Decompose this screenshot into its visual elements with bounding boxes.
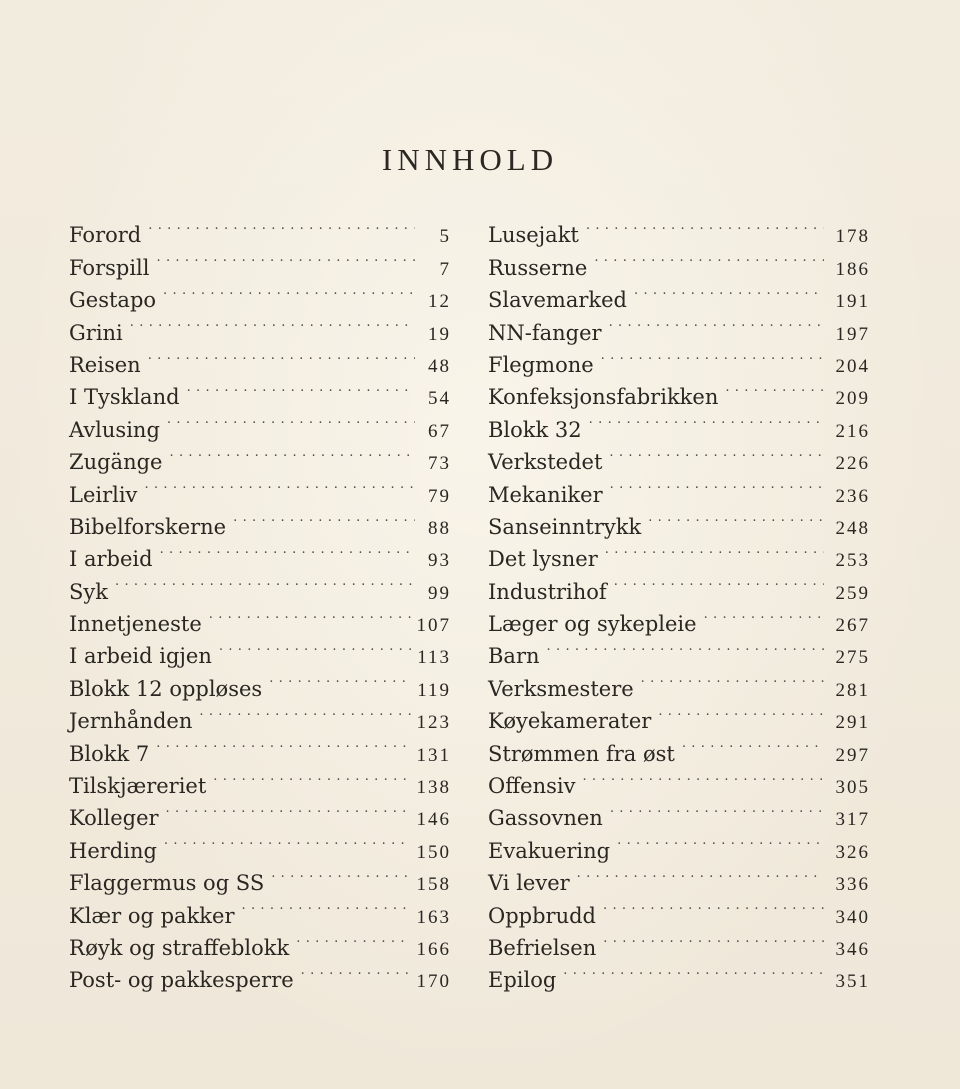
chapter-title: Syk [69,579,108,604]
page-number: 12 [428,291,451,313]
page-number: 346 [835,938,870,960]
chapter-title: Køyekamerater [488,709,652,734]
page-number: 73 [428,453,451,475]
dot-leader [271,858,410,890]
dot-leader [148,340,415,372]
page-number: 236 [835,485,870,507]
page-number: 209 [835,388,870,410]
page-number: 67 [428,420,451,442]
toc-entry [69,566,451,604]
chapter-title: Blokk 7 [69,741,150,766]
page-number: 340 [835,906,870,928]
dot-leader [589,404,824,436]
dot-leader [187,372,415,404]
chapter-title: Klær og pakker [69,903,235,928]
chapter-title: I arbeid igjen [69,644,212,669]
dot-leader [682,728,824,760]
dot-leader [610,469,824,501]
dot-leader [166,793,411,825]
dot-leader [582,761,824,793]
dot-leader [242,890,411,922]
toc-entry [69,599,451,637]
chapter-title: Evakuering [488,838,611,863]
dot-leader [634,275,824,307]
toc-right-column [488,210,870,993]
page-number: 113 [417,647,451,669]
page-number: 7 [439,258,451,280]
chapter-title: Kolleger [69,806,159,831]
page-number: 163 [416,906,451,928]
page-number: 107 [416,615,451,637]
dot-leader [601,340,824,372]
page-number: 275 [835,647,870,669]
chapter-title: Gassovnen [488,806,603,831]
chapter-title: Flegmone [488,352,594,377]
page-number: 88 [428,517,451,539]
dot-leader [725,372,824,404]
dot-leader [586,210,824,242]
toc-entry [488,210,870,248]
page-number: 186 [835,258,870,280]
dot-leader [609,437,824,469]
page-number: 170 [416,971,451,993]
page-number: 79 [428,485,451,507]
page-number: 197 [835,323,870,345]
dot-leader [704,599,824,631]
chapter-title: Forspill [69,255,150,280]
page-number: 259 [835,582,870,604]
dot-leader [199,696,410,728]
page-number: 19 [428,323,451,345]
dot-leader [209,599,411,631]
toc-entry [69,210,451,248]
chapter-title: Tilskjæreriet [69,774,207,799]
dot-leader [603,890,824,922]
page-number: 297 [835,744,870,766]
chapter-title: Læger og sykepleie [488,612,697,637]
dot-leader [115,566,415,598]
dot-leader [233,502,415,534]
chapter-title: Oppbrudd [488,903,596,928]
dot-leader [169,437,415,469]
chapter-title: Avlusing [69,417,160,442]
toc-entry [488,663,870,701]
chapter-title: Herding [69,838,157,863]
page-number: 248 [835,517,870,539]
dot-leader [296,923,410,955]
chapter-title: Slavemarked [488,288,627,313]
dot-leader [301,955,411,987]
dot-leader [605,534,824,566]
toc-entry [69,340,451,377]
dot-leader [594,242,824,274]
chapter-title: Røyk og straffeblokk [69,935,290,960]
page-number: 93 [428,550,451,572]
chapter-title: Verkstedet [488,450,603,475]
dot-leader [148,210,415,242]
chapter-title: Sanseinntrykk [488,514,642,539]
dot-leader [609,307,824,339]
chapter-title: Offensiv [488,774,576,799]
page-number: 54 [428,388,451,410]
dot-leader [610,793,824,825]
page-number: 138 [416,777,451,799]
chapter-title: Verksmestere [488,676,634,701]
chapter-title: Jernhånden [69,709,193,734]
dot-leader [603,923,824,955]
page-number: 267 [835,615,870,637]
page-number: 123 [416,712,451,734]
chapter-title: Vi lever [488,871,570,896]
dot-leader [658,696,824,728]
chapter-title: I arbeid [69,547,153,572]
dot-leader [163,275,415,307]
chapter-title: Blokk 32 [488,417,582,442]
chapter-title: Strømmen fra øst [488,741,675,766]
chapter-title: Lusejakt [488,223,579,248]
dot-leader [144,469,415,501]
page-number: 119 [417,679,451,701]
page-number: 150 [416,841,451,863]
page-number: 48 [428,355,451,377]
chapter-title: I Tyskland [69,385,180,410]
dot-leader [156,728,410,760]
dot-leader [167,404,415,436]
page-number: 317 [835,809,870,831]
chapter-title: Epilog [488,968,557,993]
chapter-title: NN-fanger [488,320,602,345]
chapter-title: Barn [488,644,540,669]
page-number: 305 [835,777,870,799]
page-number: 158 [416,874,451,896]
page-number: 291 [835,712,870,734]
page-number: 166 [416,938,451,960]
chapter-title: Forord [69,223,142,248]
chapter-title: Zugänge [69,450,163,475]
chapter-title: Bibelforskerne [69,514,227,539]
dot-leader [130,307,415,339]
page-number: 178 [835,226,870,248]
dot-leader [164,825,411,857]
page-number: 131 [416,744,451,766]
chapter-title: Det lysner [488,547,598,572]
chapter-title: Grini [69,320,123,345]
chapter-title: Innetjeneste [69,612,202,637]
dot-leader [648,502,824,534]
chapter-title: Post- og pakkesperre [69,968,294,993]
page-number: 204 [835,355,870,377]
chapter-title: Befrielsen [488,935,597,960]
chapter-title: Mekaniker [488,482,603,507]
dot-leader [219,631,411,663]
chapter-title: Flaggermus og SS [69,871,265,896]
dot-leader [563,955,824,987]
toc-left-column [69,210,451,993]
chapter-title: Leirliv [69,482,138,507]
dot-leader [269,663,411,695]
page-number: 191 [835,291,870,313]
page-number: 336 [835,874,870,896]
page-number: 281 [835,679,870,701]
chapter-title: Konfeksjonsfabrikken [488,385,719,410]
dot-leader [160,534,415,566]
page-number: 99 [428,582,451,604]
page-number: 351 [835,971,870,993]
page-number: 146 [416,809,451,831]
chapter-title: Blokk 12 oppløses [69,676,263,701]
page-number: 226 [835,453,870,475]
chapter-title: Gestapo [69,288,157,313]
chapter-title: Industrihof [488,579,607,604]
page-number: 253 [835,550,870,572]
page-title: INNHOLD [381,142,559,177]
dot-leader [617,825,824,857]
dot-leader [547,631,824,663]
dot-leader [156,242,415,274]
page-number: 216 [835,420,870,442]
chapter-title: Reisen [69,352,141,377]
page-number: 5 [439,226,451,248]
dot-leader [577,858,824,890]
dot-leader [641,663,824,695]
dot-leader [213,761,410,793]
page-number: 326 [835,841,870,863]
chapter-title: Russerne [488,255,588,280]
dot-leader [614,566,824,598]
